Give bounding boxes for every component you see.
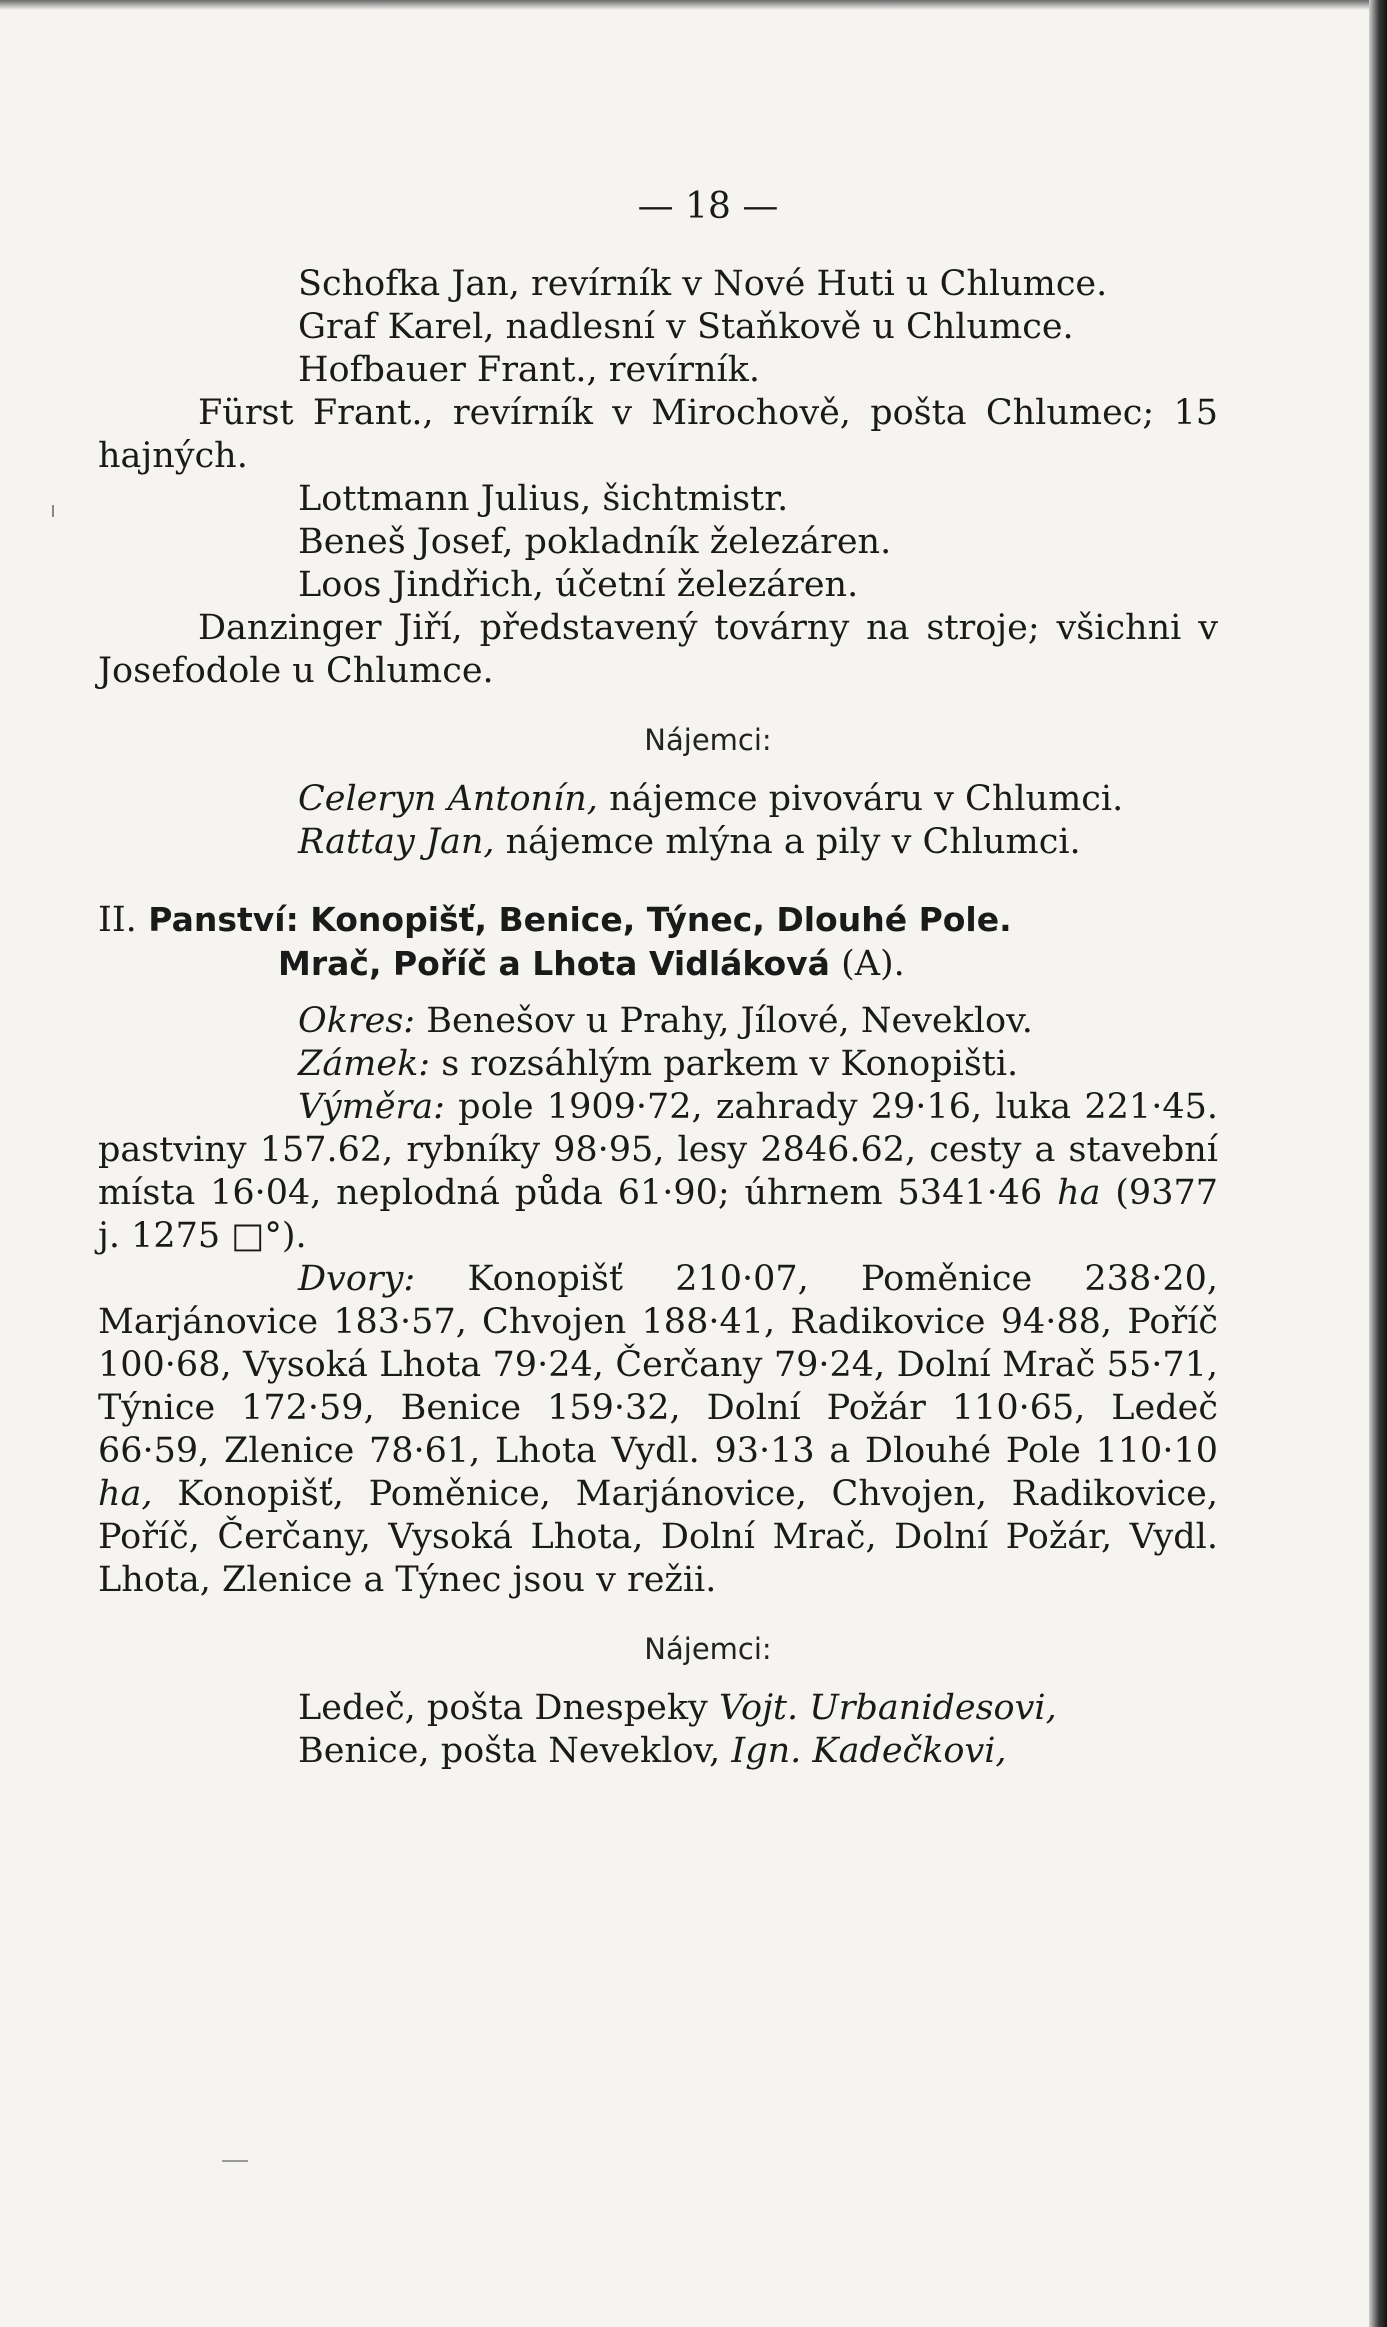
staff-entry: Fürst Frant., revírník v Mirochově, pošta Chlumec; 15 hajných. [98, 393, 1218, 476]
okres-entry [198, 1000, 1218, 1043]
tenant-name: Vojt. Urbanidesovi, [718, 1688, 1057, 1728]
staff-entry: Beneš Josef, pokladník železáren. [298, 522, 892, 562]
zamek-entry [198, 1043, 1218, 1086]
tenant-text: Benice, pošta Neveklov, [298, 1731, 732, 1771]
tenant-name: Ign. Kadečkovi, [731, 1731, 1007, 1771]
staff-entry: Loos Jindřich, účetní železáren. [298, 565, 859, 605]
section-title [98, 898, 1218, 986]
section-title-suffix: (A). [829, 944, 905, 984]
tenants-list [198, 1687, 1218, 1773]
tenant-entry [198, 778, 1218, 821]
tenant-entry [198, 821, 1218, 864]
dvory-unit: ha, [98, 1474, 153, 1514]
tenant-entry [198, 1687, 1218, 1730]
staff-entry: Graf Karel, nadlesní v Staňkově u Chlumce. [298, 307, 1074, 347]
okres-label: Okres: [298, 1001, 416, 1041]
tenants-list [198, 778, 1218, 864]
section-title-line2-wrap [98, 942, 1218, 986]
tenant-entry [198, 1730, 1218, 1773]
section-title-line1: Panství: Konopišť, Benice, Týnec, Dlouhé Pole. [148, 900, 1012, 939]
vymera-label: Výměra: [298, 1087, 445, 1127]
zamek-text: s rozsáhlým parkem v Konopišti. [430, 1044, 1019, 1084]
tenant-text: Ledeč, pošta Dnespeky [298, 1688, 719, 1728]
tenant-name: Celeryn Antonín, [298, 779, 598, 819]
book-binding-edge [1369, 0, 1387, 2327]
dvory-entry [98, 1258, 1218, 1602]
staff-list [98, 263, 1218, 693]
dvory-label: Dvory: [298, 1259, 416, 1299]
section-title-line2: Mrač, Poříč a Lhota Vidláková [278, 944, 830, 983]
page-top-shadow [0, 0, 1387, 10]
vymera-entry [98, 1086, 1218, 1258]
okres-text: Benešov u Prahy, Jílové, Neveklov. [415, 1001, 1033, 1041]
page-content [98, 185, 1218, 1773]
estate-section [98, 898, 1218, 986]
vymera-tail: (9377 j. 1275 □°). [98, 1173, 1218, 1256]
dvory-text-a: Konopišť 210·07, Poměnice 238·20, Marjánovice 183·57, Chvojen 188·41, Radikovice 94·88, Poříč 100·68, Vysoká Lhota 79·24, Čerčany 79·24, Dolní Mrač 55·71, Týnice 172·59, Benice 159·32, Dolní Požár 110·65, Ledeč 66·59, Zlenice 78·61, Lhota Vydl. 93·13 a Dlouhé Pole 110·10 [98, 1259, 1218, 1471]
tenant-name: Rattay Jan, [298, 822, 495, 862]
vymera-unit: ha [1057, 1173, 1101, 1213]
dvory-text-b: Konopišť, Poměnice, Marjánovice, Chvojen, Radikovice, Poříč, Čerčany, Vysoká Lhota, Dolní Mrač, Dolní Požár, Vydl. Lhota, Zlenice a Týnec jsou v režii. [98, 1474, 1218, 1600]
tenant-text: nájemce mlýna a pily v Chlumci. [494, 822, 1081, 862]
staff-entry: Lottmann Julius, šichtmistr. [298, 479, 789, 519]
tenants-heading: Nájemci: [644, 723, 772, 757]
margin-mark [222, 2160, 248, 2162]
page-number: — 18 — [637, 186, 779, 227]
staff-entry: Schofka Jan, revírník v Nové Huti u Chlumce. [298, 264, 1108, 304]
zamek-label: Zámek: [298, 1044, 431, 1084]
tenant-text: nájemce pivováru v Chlumci. [597, 779, 1124, 819]
staff-entry: Hofbauer Frant., revírník. [298, 350, 761, 390]
margin-mark [52, 505, 54, 517]
vymera-text: pole 1909·72, zahrady 29·16, luka 221·45. pastviny 157.62, rybníky 98·95, lesy 2846.62, cesty a stavební místa 16·04, neplodná půda 61·90; úhrnem 5341·46 [98, 1087, 1218, 1213]
tenants-heading: Nájemci: [644, 1632, 772, 1666]
staff-entry: Danzinger Jiří, představený továrny na stroje; všichni v Josefodole u Chlumce. [98, 608, 1218, 691]
section-number: II. [98, 900, 137, 940]
